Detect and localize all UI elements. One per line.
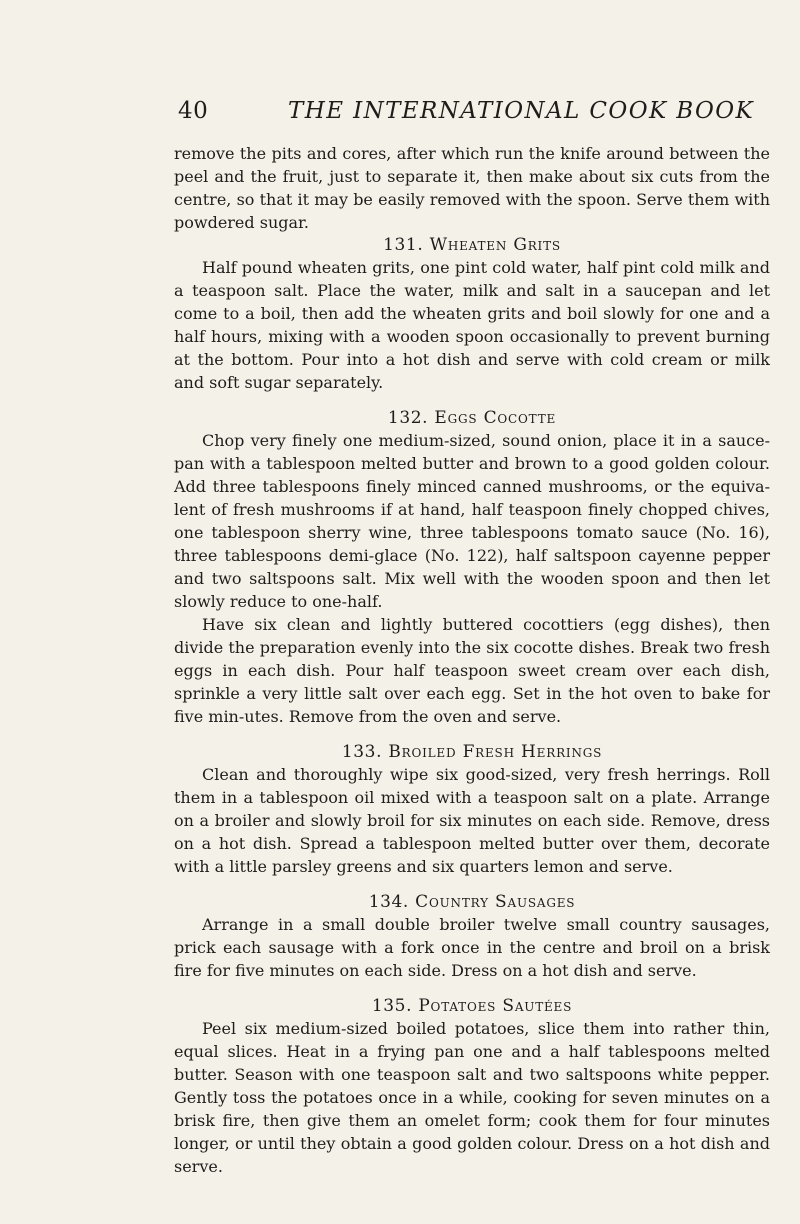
intro-paragraph: remove the pits and cores, after which run the knife around between the peel and the fruit, just to separate it, then make about six cuts from the centre, so that it may be easily removed with the spoon. Serve them with powdered sugar. (174, 144, 770, 232)
recipe-paragraph: Have six clean and lightly buttered cocottiers (egg dishes), then divide the preparation evenly into the six cocotte dishes. Break two fresh eggs in each dish. Pour half teaspoon sweet cream over each dish, sprinkle a very little salt over each egg. Set in the hot oven to bake for five min-utes. Remove from the oven and serve. (174, 615, 770, 726)
recipe-heading (174, 407, 770, 429)
book-title: THE INTERNATIONAL COOK BOOK (288, 98, 755, 124)
recipe-number: 132. (387, 408, 429, 428)
recipe-title: Broiled Fresh Herrings (388, 742, 603, 762)
recipe-132 (174, 407, 770, 728)
recipe-135 (174, 995, 770, 1178)
recipe-paragraph: Clean and thoroughly wipe six good-sized, very fresh herrings. Roll them in a tablespoon oil mixed with a teaspoon salt on a plate. Arrange on a broiler and slowly broil for six minutes on each side. Remove, dress on a hot dish. Spread a tablespoon melted butter over them, decorate with a little parsley greens and six quarters lemon and serve. (174, 765, 770, 876)
recipe-heading (174, 234, 770, 256)
recipe-paragraph: Chop very finely one medium-sized, sound onion, place it in a sauce-pan with a tablespoon melted butter and brown to a good golden colour. Add three tablespoons finely minced canned mushrooms, or the equiva-lent of fresh mushrooms if at hand, half teaspoon finely chopped chives, one tablespoon sherry wine, three tablespoons tomato sauce (No. 16), three tablespoons demi-glace (No. 122), half saltspoon cayenne pepper and two saltspoons salt. Mix well with the wooden spoon and then let slowly reduce to one-half. (174, 431, 770, 611)
recipe-paragraph: Half pound wheaten grits, one pint cold water, half pint cold milk and a teaspoon salt. Place the water, milk and salt in a saucepan and let come to a boil, then add the wheaten grits and boil slowly for one and a half hours, mixing with a wooden spoon occasionally to prevent burning at the bottom. Pour into a hot dish and serve with cold cream or milk and soft sugar separately. (174, 258, 770, 392)
recipe-heading (174, 891, 770, 913)
recipe-134 (174, 891, 770, 982)
recipe-title: Wheaten Grits (429, 235, 561, 255)
recipe-heading (174, 741, 770, 763)
recipe-number: 131. (383, 235, 424, 255)
running-head (174, 98, 774, 128)
recipe-number: 134. (368, 892, 409, 912)
recipe-paragraph: Arrange in a small double broiler twelve small country sausages, prick each sausage with a fork once in the centre and broil on a brisk fire for five minutes on each side. Dress on a hot dish and serve. (174, 915, 770, 980)
recipe-title: Eggs Cocotte (434, 408, 557, 428)
recipe-heading (174, 995, 770, 1017)
page-number: 40 (178, 98, 209, 124)
recipe-paragraph: Peel six medium-sized boiled potatoes, slice them into rather thin, equal slices. Heat in a frying pan one and a half tablespoons melted butter. Season with one teaspoon salt and two saltspoons white pepper. Gently toss the potatoes once in a while, cooking for seven minutes on a brisk fire, then give them an omelet form; cook them for four minutes longer, or until they obtain a good golden colour. Dress on a hot dish and serve. (174, 1019, 770, 1176)
recipe-131 (174, 234, 770, 394)
recipe-title: Potatoes Sautées (418, 996, 573, 1016)
recipe-number: 135. (371, 996, 413, 1016)
recipe-133 (174, 741, 770, 878)
page-body (174, 142, 770, 1178)
recipe-number: 133. (341, 742, 383, 762)
recipe-title: Country Sausages (415, 892, 576, 912)
